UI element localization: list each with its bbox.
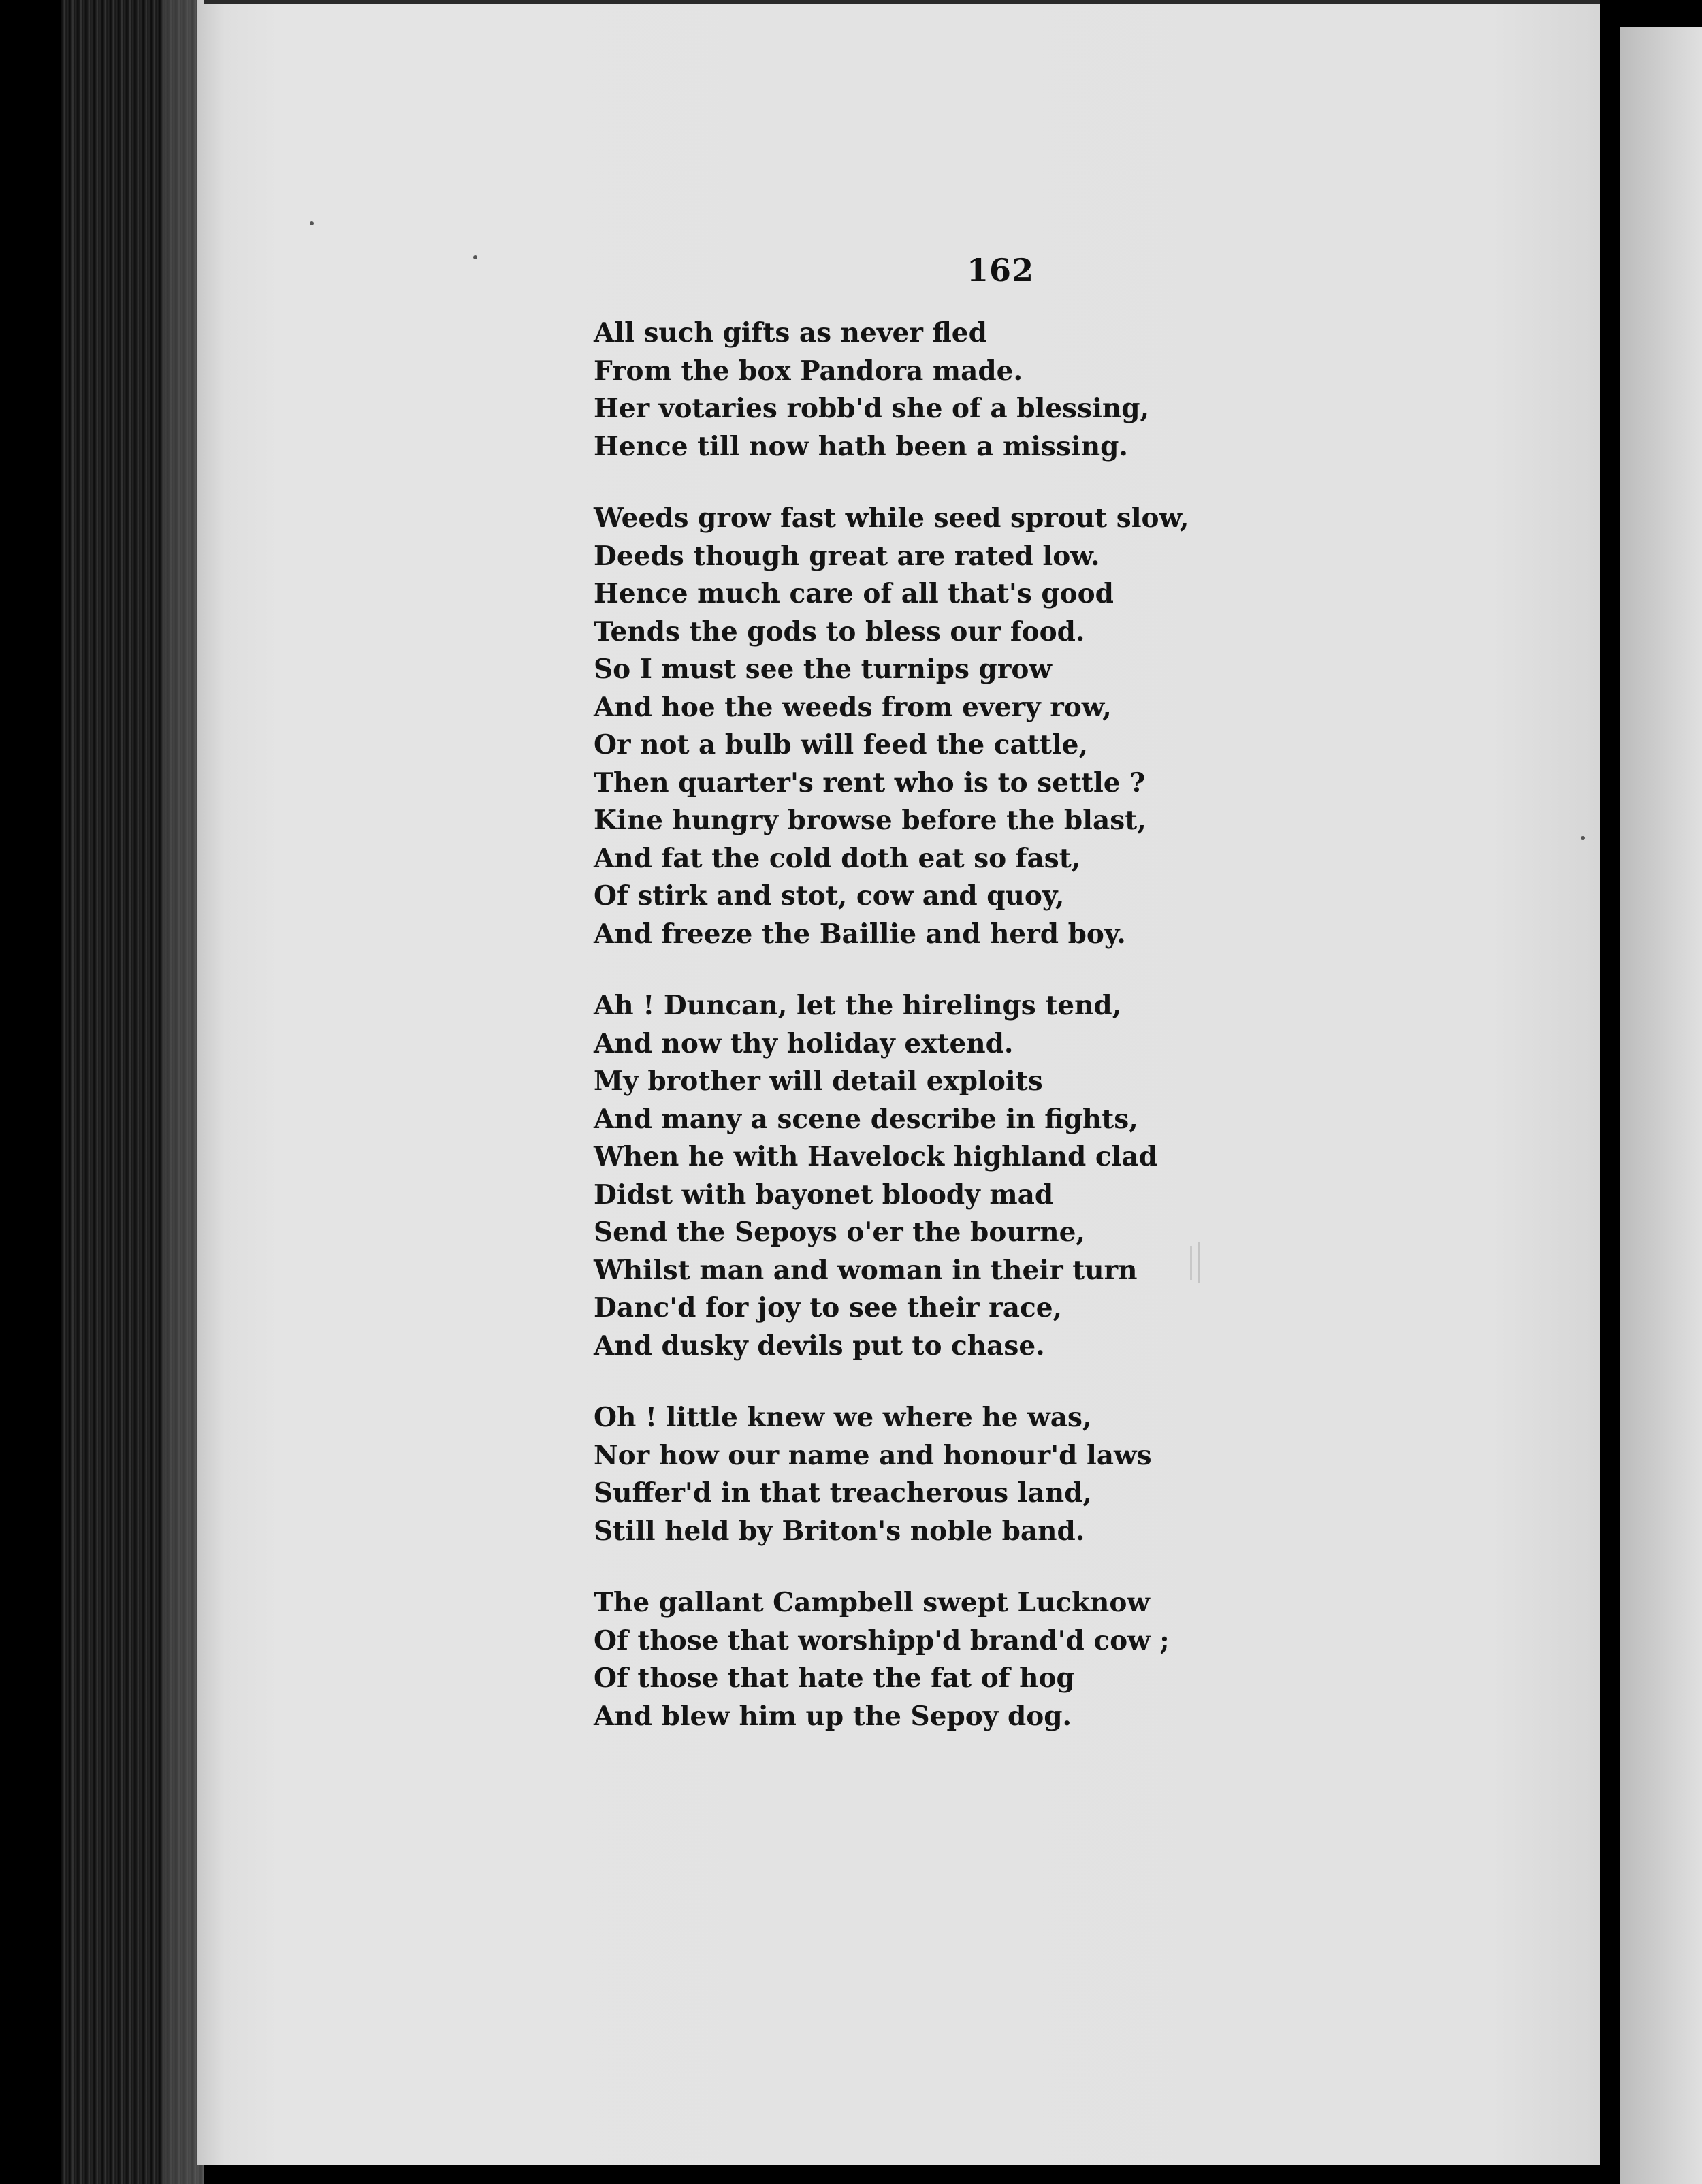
verse-line: Hence till now hath been a missing. xyxy=(594,430,1128,462)
verse-line: Danc'd for joy to see their race, xyxy=(594,1292,1063,1323)
verse-line: And fat the cold doth eat so fast, xyxy=(594,842,1081,874)
verse-line: Didst with bayonet bloody mad xyxy=(594,1178,1054,1210)
stanza-5 xyxy=(594,1584,1465,1735)
verse-line: Or not a bulb will feed the cattle, xyxy=(594,729,1089,760)
verse-line: Nor how our name and honour'd laws xyxy=(594,1439,1152,1471)
verse-line: Kine hungry browse before the blast, xyxy=(594,805,1146,836)
verse-line: Then quarter's rent who is to settle ? xyxy=(594,767,1146,799)
paper-speck xyxy=(1581,836,1585,840)
verse-line: And dusky devils put to chase. xyxy=(594,1330,1045,1362)
page-number: 162 xyxy=(967,252,1035,289)
verse-line: Her votaries robb'd she of a blessing, xyxy=(594,393,1150,424)
verse-line: So I must see the turnips grow xyxy=(594,654,1052,685)
verse-line: The gallant Campbell swept Lucknow xyxy=(594,1587,1150,1618)
verse-line: Ah ! Duncan, let the hirelings tend, xyxy=(594,990,1122,1021)
stanza-3 xyxy=(594,987,1465,1365)
verse-line: And hoe the weeds from every row, xyxy=(594,691,1112,723)
paper-speck xyxy=(310,221,314,225)
stanza-1 xyxy=(594,315,1465,466)
verse-line: Suffer'd in that treacherous land, xyxy=(594,1477,1092,1509)
verse-line: And freeze the Baillie and herd boy. xyxy=(594,918,1126,950)
verse-line: Tends the gods to bless our food. xyxy=(594,615,1085,647)
verse-line: And now thy holiday extend. xyxy=(594,1027,1014,1059)
page-gutter xyxy=(1600,0,1620,2184)
verse-line: Oh ! little knew we where he was, xyxy=(594,1402,1092,1433)
verse-line: Weeds grow fast while seed sprout slow, xyxy=(594,502,1189,534)
stanza-2 xyxy=(594,500,1465,953)
verse-line: Whilst man and woman in their turn xyxy=(594,1254,1138,1286)
verse-line: Of those that hate the fat of hog xyxy=(594,1663,1075,1694)
verse-line: Still held by Briton's noble band. xyxy=(594,1515,1085,1547)
verse-line: My brother will detail exploits xyxy=(594,1065,1043,1097)
verse-line: All such gifts as never fled xyxy=(594,317,987,349)
verse-line: When he with Havelock highland clad xyxy=(594,1141,1157,1172)
verse-line: Of those that worshipp'd brand'd cow ; xyxy=(594,1624,1170,1656)
verse-line: Hence much care of all that's good xyxy=(594,578,1114,609)
verse-line: Of stirk and stot, cow and quoy, xyxy=(594,880,1065,912)
poem-text xyxy=(594,315,1465,1769)
verse-line: Deeds though great are rated low. xyxy=(594,540,1100,572)
page-top-edge xyxy=(204,0,1600,4)
stanza-4 xyxy=(594,1399,1465,1550)
verse-line: Send the Sepoys o'er the bourne, xyxy=(594,1217,1085,1248)
facing-page-edge xyxy=(1620,27,1702,2184)
verse-line: And many a scene describe in fights, xyxy=(594,1103,1138,1135)
verse-line: From the box Pandora made. xyxy=(594,355,1023,387)
paper-speck xyxy=(473,255,477,259)
verse-line: And blew him up the Sepoy dog. xyxy=(594,1700,1072,1732)
